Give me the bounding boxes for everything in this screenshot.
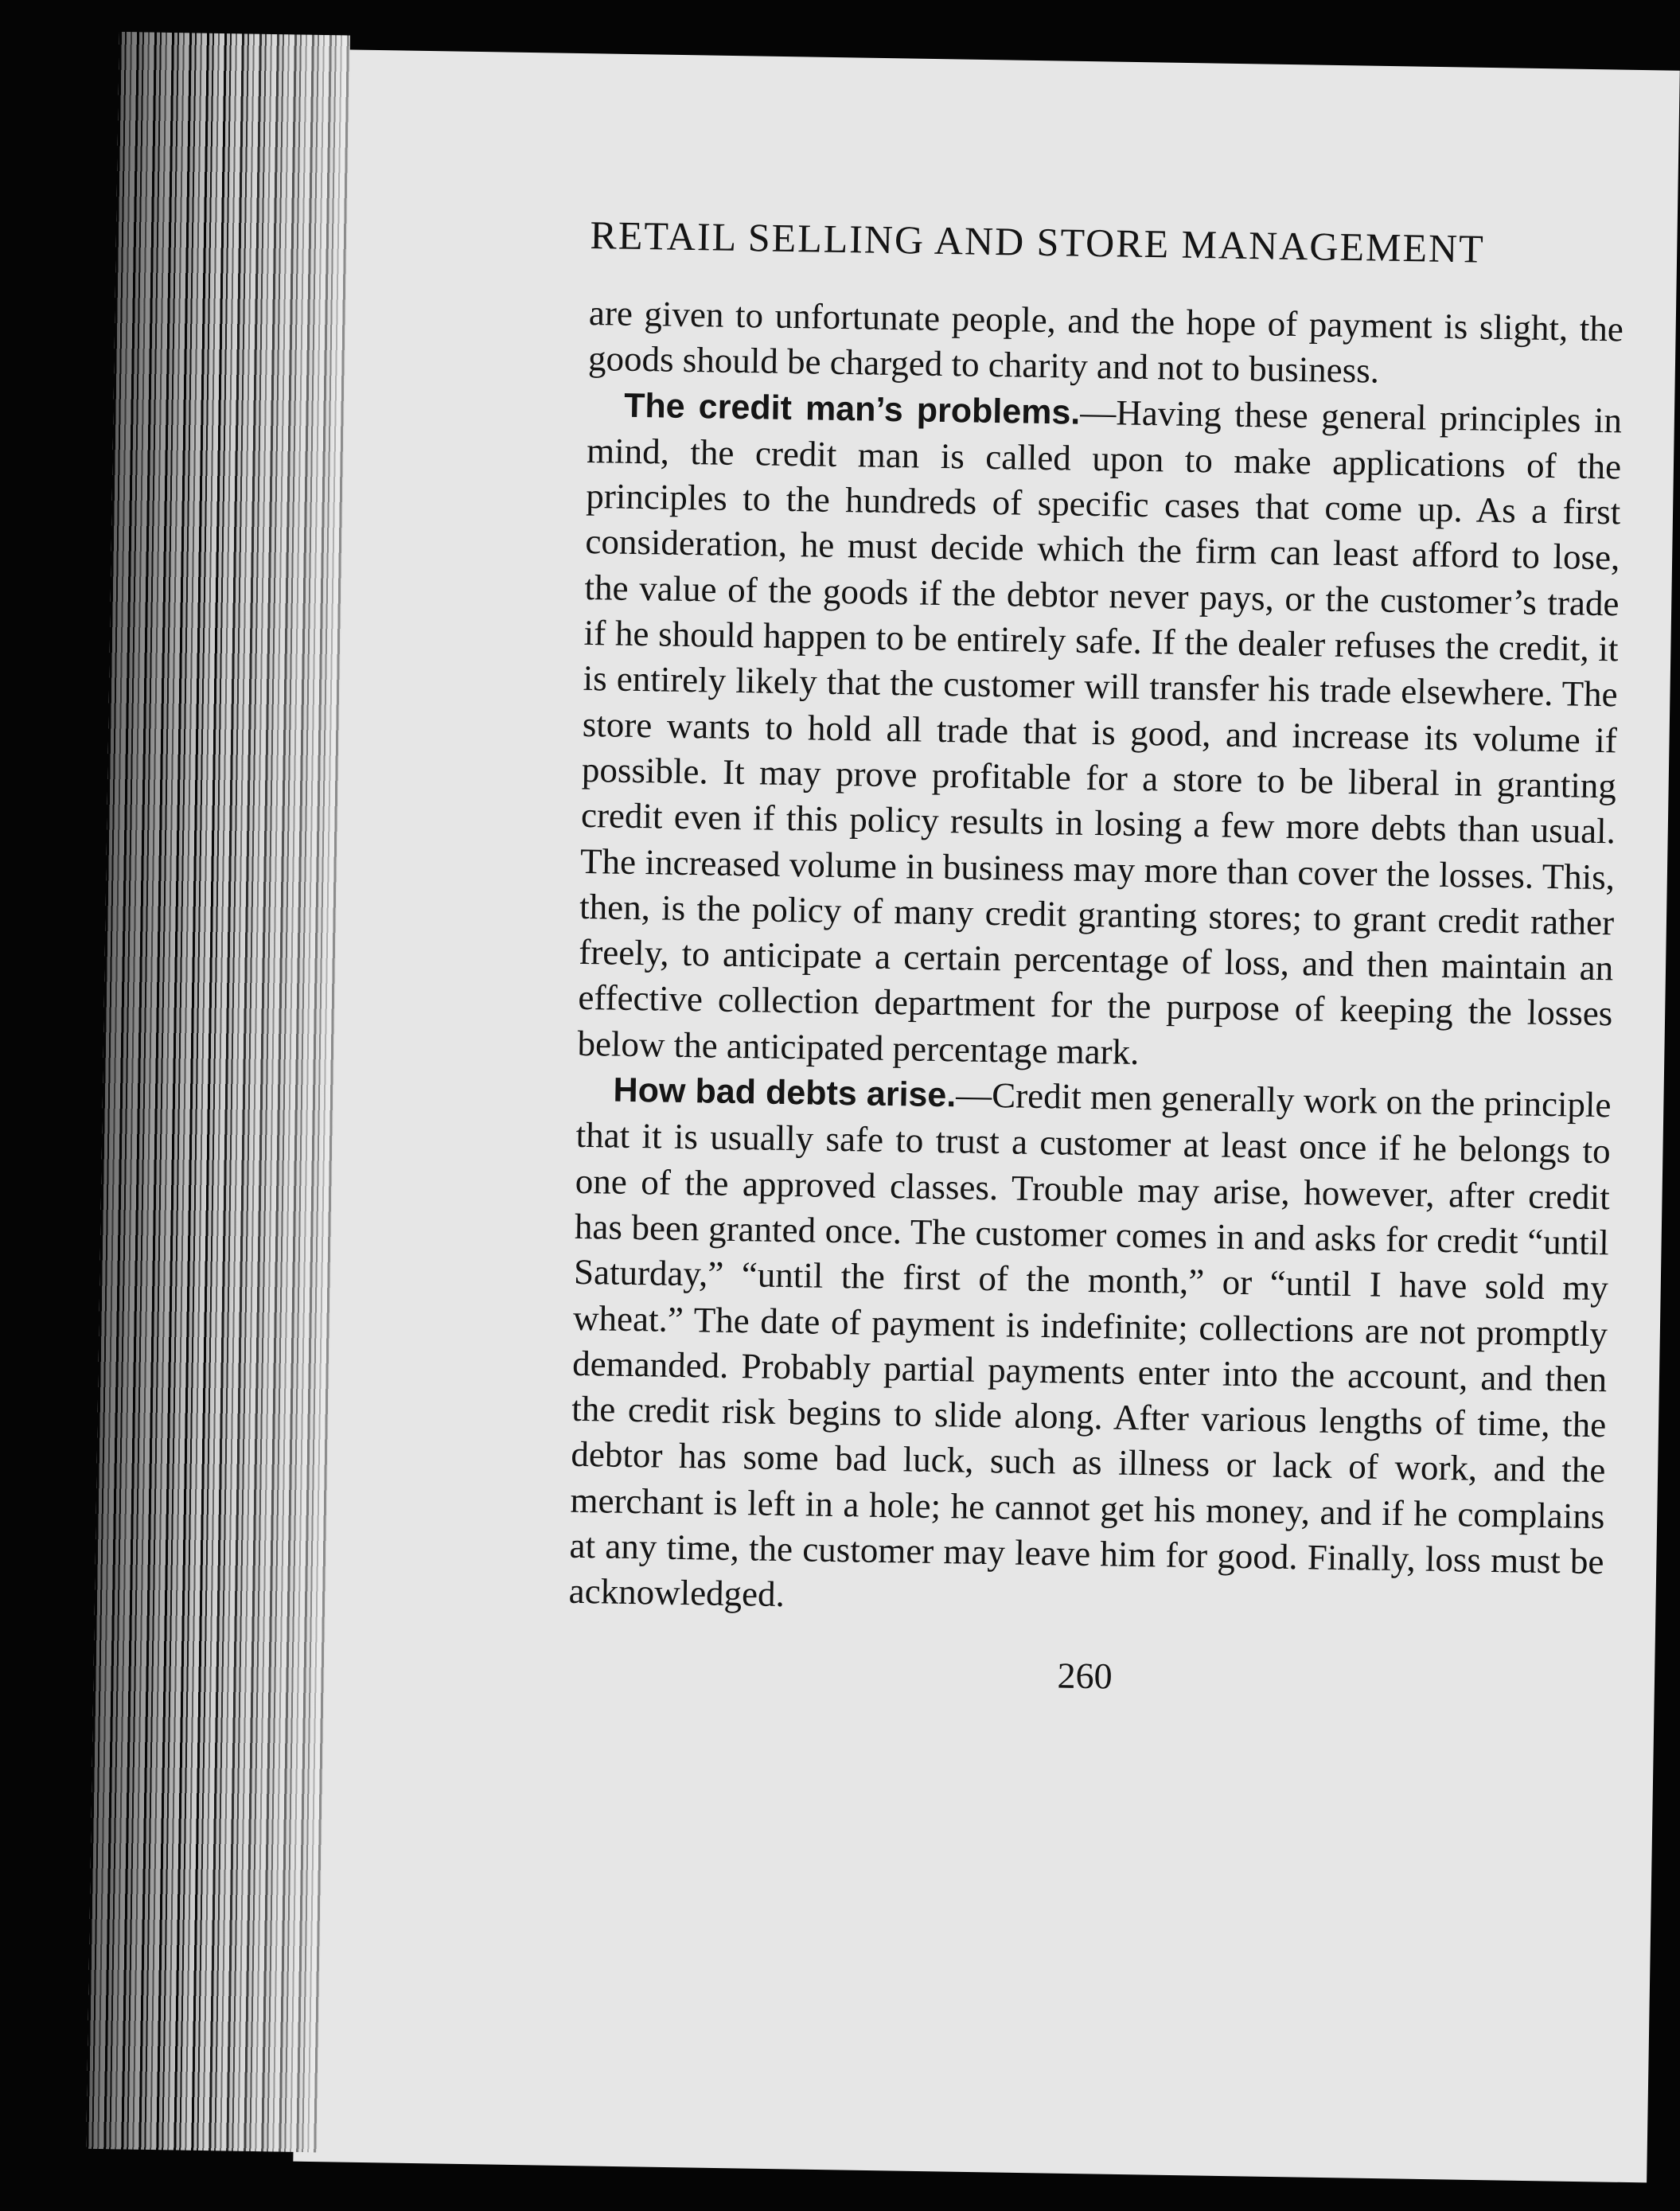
paragraph-credit-mans-problems	[577, 382, 1622, 1083]
section-heading: The credit man’s problems.	[623, 386, 1081, 432]
book-page-edges	[86, 32, 350, 2152]
section-heading: How bad debts arise.	[613, 1070, 957, 1115]
paragraph-text: —Having these general principles in mind, the credit man is called upon to make applications of the principles to the hundreds of specific cases that come up. As a first consideration, he must decide which the firm can least afford to lose, the value of the goods if the debtor never pays, or the customer’s trade if he should happen to be entirely safe. If the dealer refuses the credit, it is entirely likely that the customer will transfer his trade elsewhere. The store wants to hold all trade that is good, and increase its volume if possible. It may prove profitable for a store to be liberal in granting credit even if this policy results in losing a few more debts than usual. The increased volume in business may more than cover the losses. This, then, is the policy of many credit granting stores; to grant credit rather freely, to anticipate a certain percentage of loss, and then maintain an effective collection department for the purpose of keeping the losses below the anticipated percentage mark.	[577, 392, 1623, 1072]
text-block	[567, 211, 1625, 1705]
paragraph-text: —Credit men generally work on the principle that it is usually safe to trust a customer at least once if he belongs to one of the approved classes. Trouble may arise, however, after credit has been granted once. The customer comes in and asks for credit “until Saturday,” “until the first of the month,” or “until I have sold my wheat.” The date of payment is indefinite; collections are not promptly demanded. Probably partial payments enter into the account, and then the credit risk begins to slide along. After various lengths of time, the debtor has some bad luck, such as illness or lack of work, and the merchant is left in a hole; he cannot get his money, and if he complains at any time, the customer may leave him for good. Finally, loss must be acknowledged.	[568, 1074, 1612, 1615]
page-number: 260	[1057, 1655, 1113, 1697]
body-text	[568, 291, 1623, 1631]
paragraph-continuation	[588, 291, 1624, 398]
running-head: RETAIL SELLING AND STORE MANAGEMENT	[590, 212, 1486, 271]
paragraph-how-bad-debts-arise	[568, 1067, 1612, 1631]
paragraph-text: are given to unfortunate people, and the hope of payment is slight, the goods should be charged to charity and not to business.	[587, 292, 1624, 391]
